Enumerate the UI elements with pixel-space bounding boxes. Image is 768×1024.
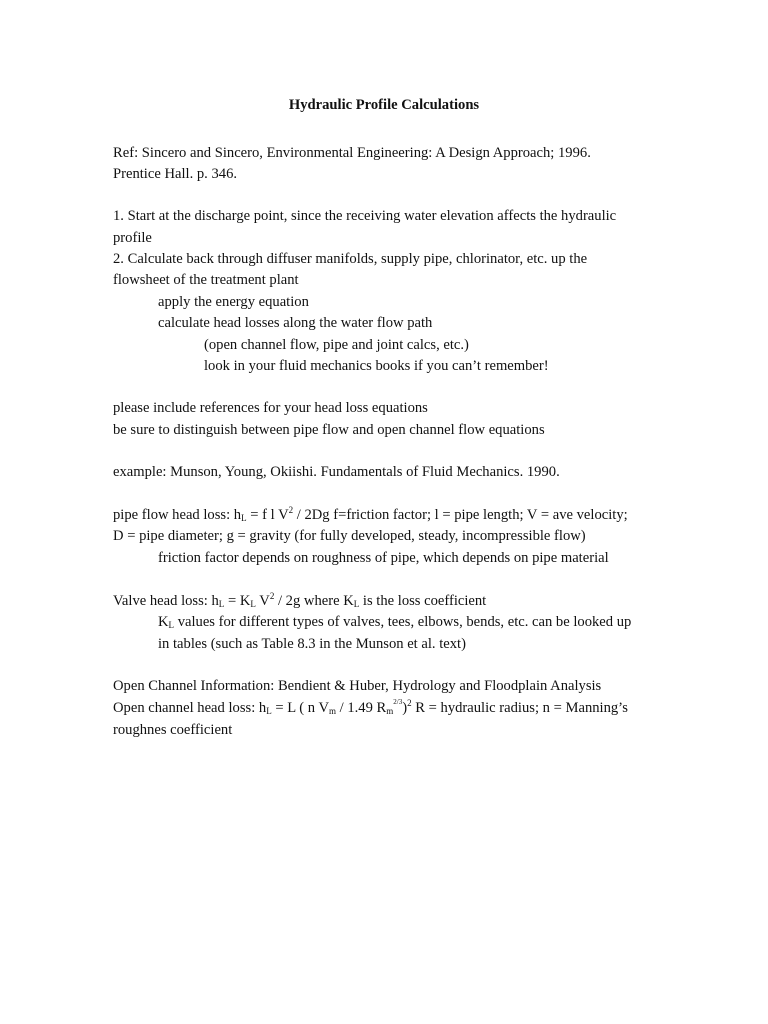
note-references: please include references for your head loss equations <box>113 400 428 416</box>
open-channel-head-loss-line-2: roughnes coefficient <box>113 722 233 738</box>
valve-head-loss-line-2: $K_L$ values for different types of valves, tees, elbows, bends, etc. can be looked up <box>158 614 632 630</box>
substep-fluid-books: look in your fluid mechanics books if you can’t remember! <box>204 358 549 374</box>
example-reference: example: Munson, Young, Okiishi. Fundamentals of Fluid Mechanics. 1990. <box>113 464 560 480</box>
pipe-head-loss-line-2: D = pipe diameter; g = gravity (for fully developed, steady, incompressible flow) <box>113 528 586 544</box>
valve-head-loss-line-3: in tables (such as Table 8.3 in the Munson et al. text) <box>158 636 466 652</box>
open-channel-head-loss-line-1: Open channel head loss: $h_L = L$ ( n $V_m / 1.49$ $R_m^{2/3})^2$ R = hydraulic radius; n = Manning’s <box>113 698 628 716</box>
pipe-head-loss-line-1: pipe flow head loss: $h_L = f$ l $V^2 / 2Dg$ f=friction factor; l = pipe length; V = ave velocity; <box>113 505 628 523</box>
substep-energy-equation: apply the energy equation <box>158 294 309 310</box>
step-1-line-1: 1. Start at the discharge point, since the receiving water elevation affects the hydraulic <box>113 208 617 224</box>
substep-flow-types: (open channel flow, pipe and joint calcs, etc.) <box>204 337 469 353</box>
document-title: Hydraulic Profile Calculations <box>288 97 480 113</box>
step-1-line-2: profile <box>113 230 152 246</box>
step-2-line-1: 2. Calculate back through diffuser manifolds, supply pipe, chlorinator, etc. up the <box>113 251 588 267</box>
open-channel-info: Open Channel Information: Bendient & Huber, Hydrology and Floodplain Analysis <box>113 678 602 694</box>
pipe-head-loss-line-3: friction factor depends on roughness of pipe, which depends on pipe material <box>158 550 609 566</box>
reference-line-1: Ref: Sincero and Sincero, Environmental Engineering: A Design Approach; 1996. <box>113 145 591 161</box>
step-2-line-2: flowsheet of the treatment plant <box>113 272 299 288</box>
reference-line-2: Prentice Hall. p. 346. <box>113 166 238 182</box>
note-distinguish: be sure to distinguish between pipe flow and open channel flow equations <box>113 422 545 438</box>
valve-head-loss-line-1: Valve head loss: $h_L = K_L$ $V^2 / 2g$ where $K_L$ is the loss coefficient <box>113 591 487 609</box>
substep-head-losses: calculate head losses along the water flow path <box>158 315 433 331</box>
